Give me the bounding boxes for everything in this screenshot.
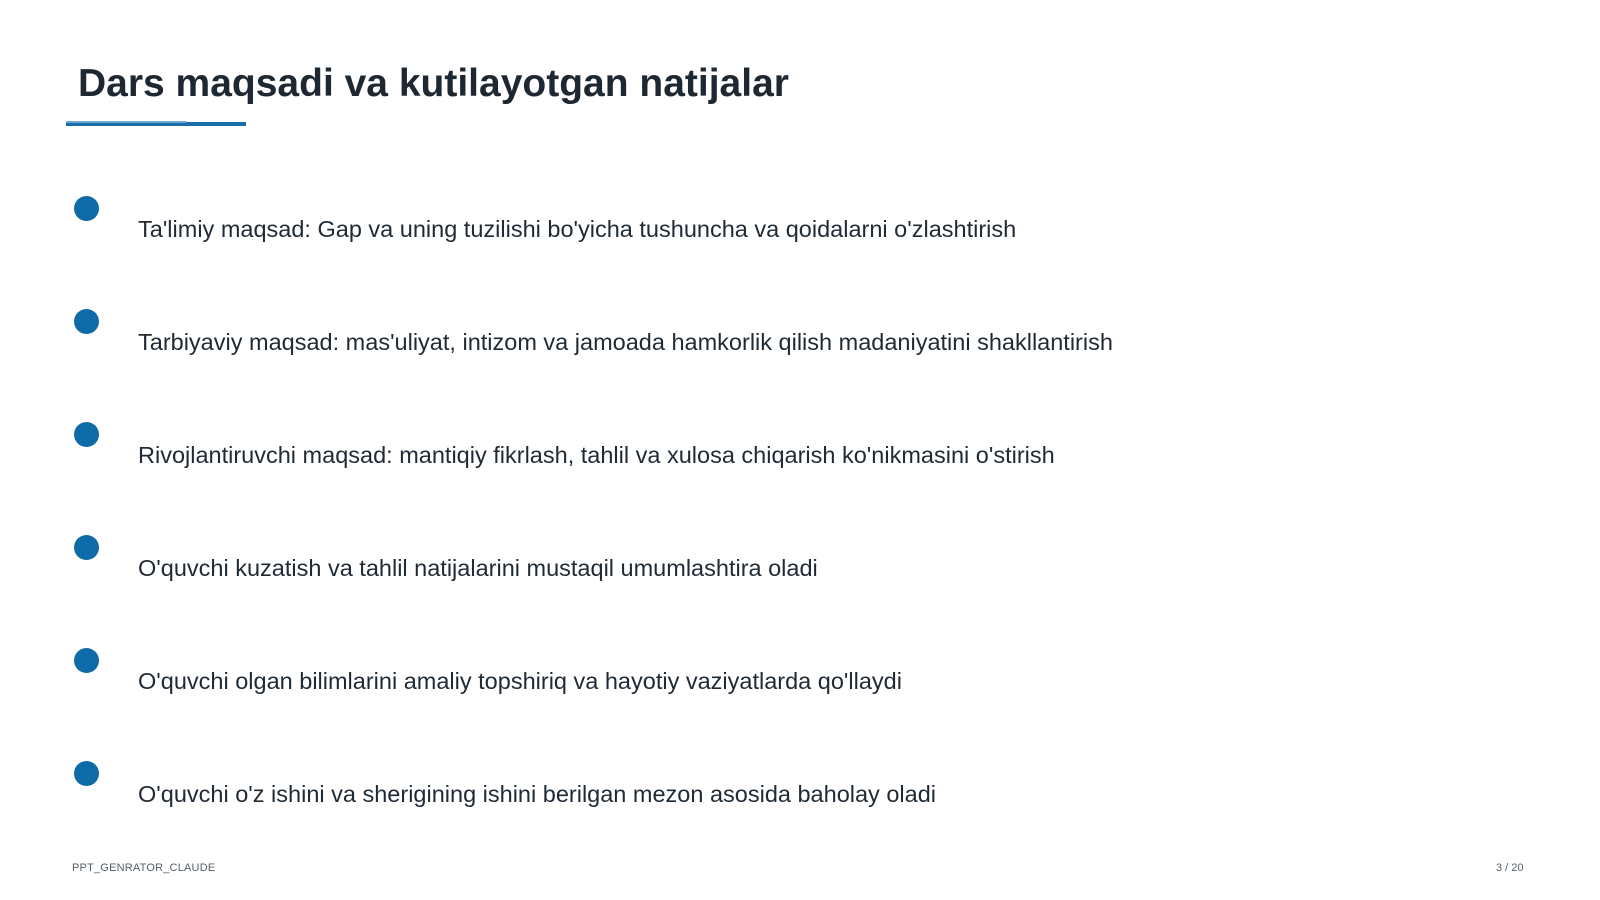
list-item <box>0 761 1600 821</box>
footer-label: PPT_GENRATOR_CLAUDE <box>72 862 216 874</box>
list-item <box>0 309 1600 369</box>
bullet-dot-icon <box>74 535 99 560</box>
bullet-dot-icon <box>74 422 99 447</box>
bullet-dot-icon <box>74 761 99 786</box>
list-item <box>0 535 1600 595</box>
page-number: 3 / 20 <box>1496 862 1524 874</box>
bullet-text: O'quvchi olgan bilimlarini amaliy topshiriq va hayotiy vaziyatlarda qo'llaydi <box>138 668 902 694</box>
bullet-text: O'quvchi o'z ishini va sherigining ishini berilgan mezon asosida baholay oladi <box>138 781 936 807</box>
bullet-text: Ta'limiy maqsad: Gap va uning tuzilishi bo'yicha tushuncha va qoidalarni o'zlashtirish <box>138 216 1017 242</box>
list-item <box>0 422 1600 482</box>
bullet-text: Rivojlantiruvchi maqsad: mantiqiy fikrlash, tahlil va xulosa chiqarish ko'nikmasini o'stirish <box>138 442 1055 468</box>
list-item <box>0 196 1600 256</box>
bullet-text: O'quvchi kuzatish va tahlil natijalarini mustaqil umumlashtira oladi <box>138 555 818 581</box>
bullet-text: Tarbiyaviy maqsad: mas'uliyat, intizom va jamoada hamkorlik qilish madaniyatini shakllantirish <box>138 329 1113 355</box>
bullet-dot-icon <box>74 648 99 673</box>
bullet-dot-icon <box>74 309 99 334</box>
bullet-dot-icon <box>74 196 99 221</box>
list-item <box>0 648 1600 708</box>
slide-title: Dars maqsadi va kutilayotgan natijalar <box>78 62 789 105</box>
